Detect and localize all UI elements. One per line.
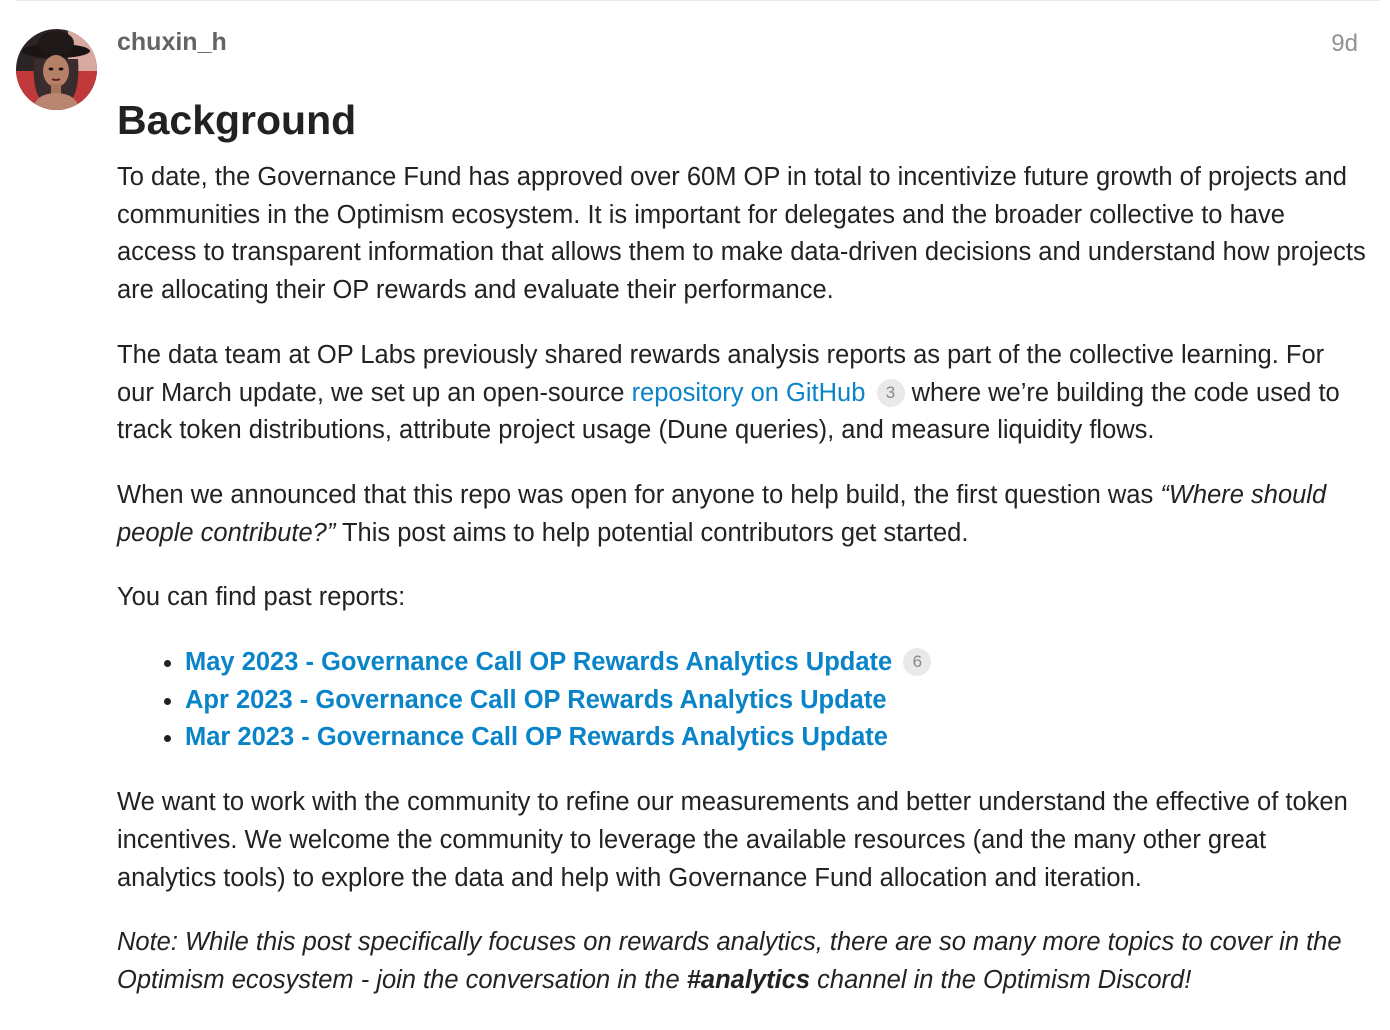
github-repo-link[interactable]: repository on GitHub	[631, 378, 866, 407]
report-link-mar-2023[interactable]: Mar 2023 - Governance Call OP Rewards Analytics Update	[185, 723, 888, 752]
analytics-channel-name: #analytics	[686, 965, 811, 994]
reports-list	[117, 644, 1367, 757]
quote-text: “Where should people contribute?”	[117, 480, 1327, 547]
post-heading: Background	[117, 97, 357, 143]
list-item	[185, 719, 1367, 757]
list-item	[185, 644, 1367, 682]
paragraph-governance-fund: To date, the Governance Fund has approved over 60M OP in total to incentivize future growth of projects and communities in the Optimism ecosystem. It is important for delegates and the broader collective to have access to transparent information that allows them to make data-driven decisions and understand how projects are allocating their OP rewards and evaluate their performance.	[117, 163, 1366, 305]
note-text: Note: While this post specifically focuses on rewards analytics, there are so many more topics to cover in the Optimism ecosystem - join the conversation in the	[117, 928, 1342, 994]
link-click-count: 3	[877, 379, 905, 407]
avatar-icon	[16, 29, 97, 110]
paragraph-text: When we announced that this repo was open for anyone to help build, the first question was	[117, 480, 1161, 509]
note-text: channel in the Optimism Discord!	[810, 965, 1192, 994]
post-date[interactable]: 9d	[1331, 30, 1358, 57]
paragraph-past-reports: You can find past reports:	[117, 583, 406, 612]
paragraph-text: where we’re building the code used to track token distributions, attribute project usage (Dune queries), and measure liquidity flows.	[117, 378, 1340, 445]
paragraph-note	[117, 924, 1367, 999]
paragraph-contribute	[117, 477, 1367, 552]
post-content	[117, 95, 1367, 1027]
list-item	[185, 682, 1367, 720]
paragraph-text: This post aims to help potential contributors get started.	[335, 518, 969, 547]
post-username[interactable]: chuxin_h	[117, 28, 227, 56]
post-divider	[16, 0, 1380, 1]
report-link-may-2023[interactable]: May 2023 - Governance Call OP Rewards Analytics Update	[185, 648, 893, 677]
paragraph-community: We want to work with the community to refine our measurements and better understand the effective of token incentives. We welcome the community to leverage the available resources (and the many other great analytics tools) to explore the data and help with Governance Fund allocation and iteration.	[117, 788, 1348, 892]
paragraph-text: The data team at OP Labs previously shared rewards analysis reports as part of the collective learning. For our March update, we set up an open-source	[117, 340, 1325, 407]
report-link-apr-2023[interactable]: Apr 2023 - Governance Call OP Rewards Analytics Update	[185, 685, 887, 714]
link-click-count: 6	[903, 648, 931, 676]
paragraph-data-team	[117, 337, 1367, 450]
user-avatar[interactable]	[16, 29, 97, 110]
